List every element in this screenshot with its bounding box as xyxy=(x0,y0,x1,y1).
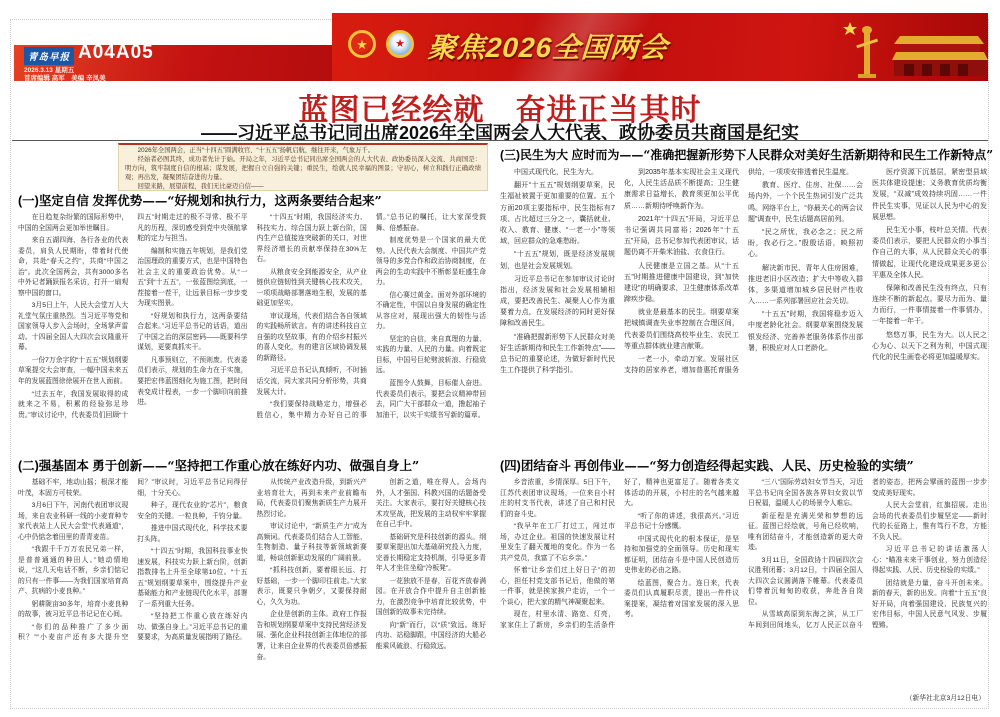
sub-headline: ——习近平总书记同出席2026年全国两会人大代表、政协委员共商国是纪实 xyxy=(200,123,800,143)
paragraph: 翻开“十五五”规划纲要草案，民生福祉被置于更加重要的位置。五个方面20项主要指标中，民生指标有7项、占比超过三分之一，囊括就业、收入、教育、健康、“一老一小”等领域，回应群众的急难愁盼。 xyxy=(500,182,615,246)
paragraph: 回望来路，展望前程，我们无比豪迈自信—— xyxy=(137,182,264,190)
paragraph: 人民大会堂前，红旗招展。走出会场的代表委员们步履坚定——新时代的长征路上，惟有笃行不怠，方能不负人民。 xyxy=(872,502,987,541)
paragraph: 中国式现代化，民生为大。 xyxy=(514,169,598,176)
paragraph: 习近平总书记认真倾听，不时插话交流，同大家共同分析形势，共商发展大计。 xyxy=(256,367,367,396)
paragraph: 悠悠万事，民生为大。以人民之心为心、以天下之利为利，中国式现代化的民生画卷必将更加温暖厚实。 xyxy=(872,331,987,361)
paragraph: 医疗资源下沉基层，紧密型县域医共体建设提速；义务教育优质均衡发展，“双减”成效持续巩固……一件件民生实事，见证以人民为中心的发展思想。 xyxy=(872,169,987,221)
paragraph: 坚定的自信，来自真理的力量、实践的力量、人民的力量。向着既定目标，中国号巨轮劈波斩浪、行稳致远。 xyxy=(375,335,486,375)
section-1-label: (一)坚定自信 发挥优势 xyxy=(18,194,143,208)
paragraph: “民之所忧，我必念之；民之所盼，我必行之。”殷殷话语，映照初心。 xyxy=(748,228,863,259)
paragraph: 绘蓝图，聚合力。连日来，代表委员们认真履职尽责，提出一件件议案提案，凝结着对国家发展的深入思考。 xyxy=(624,579,739,619)
paragraph: 团结就是力量，奋斗开创未来。新的春天，新的出发。向着“十五五”良好开局，向着强国建设、民族复兴的宏伟目标，中国人民意气风发、步履铿锵。 xyxy=(872,579,987,629)
banner-title: 聚焦2026全国两会 xyxy=(426,32,670,63)
paragraph: 躬耕陇亩30多年，培育小麦良种的故事，被习近平总书记记在心间。 xyxy=(18,600,129,619)
tiananmen-illustration-icon xyxy=(838,14,988,85)
section-4-quote: ——“努力创造经得起实践、人民、历史检验的实绩” xyxy=(624,458,914,473)
newspaper-logo: 青岛早报 xyxy=(24,47,74,65)
paragraph: “十五五”规划，既是经济发展规划，也是社会发展规划。 xyxy=(500,251,615,270)
top-banner xyxy=(14,13,988,81)
paragraph: “我们要保持战略定力，增强必胜信心，集中精力办好自己的事情。”总书记的嘱托，让大家深受鼓舞、倍感振奋。 xyxy=(256,214,486,419)
paragraph: 创新之道，唯在得人。会场内外，人才强国、科教兴国的话题备受关注。大家表示，要打好关键核心技术攻坚战，把发展的主动权牢牢掌握在自己手中。 xyxy=(375,479,486,529)
paragraph: 编制和实施五年规划，是我们党治国理政的重要方式，也是中国特色社会主义的重要政治优势。从“一五”到“十五五”，一张蓝图绘到底，一茬接着一茬干，让远景目标一步步变为现实图景。 xyxy=(137,247,248,308)
paragraph: “抓科技创新，要着眼长远、打好基础，一步一个脚印往前走。”大家表示，既要只争朝夕，又要保持耐心，久久为功。 xyxy=(256,567,367,606)
paragraph: 中国式现代化的根本保证，是坚持和加强党的全面领导。历史和现实都证明，团结奋斗是中国人民创造历史伟业的必由之路。 xyxy=(624,535,739,575)
section-4-label: (四)团结奋斗 再创伟业 xyxy=(500,459,625,473)
section-2-label: (二)强基固本 勇于创新 xyxy=(18,459,143,473)
paragraph: 审议现场，代表们结合各自领域的实践畅所欲言。有的讲述科技自立自强的攻坚故事，有的介绍乡村振兴的喜人变化，有的建言区域协调发展的新路径。 xyxy=(256,312,367,362)
paragraph: 向“新”而行，以“质”致远。练好内功、站稳脚跟，中国经济的大船必能乘风破浪、行稳致远。 xyxy=(375,621,486,650)
paragraph: 来自五湖四海、各行各业的代表委员，肩负人民期盼，带着时代使命，共赴“春天之约”，共商“中国之治”。此次全国两会，共有3000多名中外记者踊跃报名采访，打开一扇观察中国的窗口。 xyxy=(18,237,129,297)
paragraph: 企业是创新的主体。政府工作报告和规划纲要草案中支持民营经济发展、强化企业科技创新主体地位的部署，让来自企业界的代表委员倍感振奋。 xyxy=(256,611,367,661)
paragraph: 一花独放不是春，百花齐放春满园。在开放合作中提升自主创新能力，在激烈竞争中培育比较优势，中国创新的故事未完待续。 xyxy=(375,577,486,617)
paragraph: 乡音浓重，乡情深厚。5日下午，江苏代表团审议现场，一位来自小村庄的村支书代表，讲述了自己和村民们的奋斗史。 xyxy=(500,479,615,518)
paragraph: 3月11日，全国政协十四届四次会议胜利闭幕；3月12日，十四届全国人大四次会议圆满落下帷幕。代表委员们带着沉甸甸的收获，奔赴各自岗位。 xyxy=(748,556,863,606)
paragraph: “过去五年，我国发展取得的成就来之不易，积累的经验弥足珍贵。”审议讨论中，代表委员们回顾“十四五”时期走过的极不寻常、极不平凡的历程，深切感受到党中央领航掌舵的定力与担当。 xyxy=(18,214,248,419)
paragraph: 习近平总书记在参加审议讨论时指出，经济发展和社会发展相辅相成，要把改善民生、凝聚人心作为重要着力点，在发展经济的同时更好保障和改善民生。 xyxy=(500,275,615,328)
paragraph: 教育、医疗、住房、社保……会场内外，一个个民生热词引发广泛共鸣。网络平台上，“你最关心的两会议题”调查中，民生话题高居前列。 xyxy=(748,182,863,223)
paragraph: 经始者必图其终，成功者先计于始。开局之年，习近平总书记同出席全国两会的人大代表、政协委员深入交流、共商国是：明方向，筑牢制度自信的根基；谋发展，把握自立自强的关键；重民生，绘就人民幸福的图景；守初心，树立和践行正确政绩观；再出发，凝聚团结奋进的力量。 xyxy=(125,155,481,181)
section-2-body xyxy=(18,478,486,706)
intro-box xyxy=(118,143,488,191)
paragraph: 民生无小事，枝叶总关情。代表委员们表示，要把人民群众的小事当作自己的大事，从人民群众关心的事情做起，让现代化建设成果更多更公平惠及全体人民。 xyxy=(872,226,987,279)
paragraph: 在日趋复杂纷繁的国际形势中，中国的全国两会更加举世瞩目。 xyxy=(18,214,129,232)
section-3-body xyxy=(500,167,987,451)
paragraph: 到2035年基本实现社会主义现代化，人民生活品质不断提高；卫生健康需求日益增长，教育须更加公平优质……新期待呼唤新作为。 xyxy=(624,169,739,210)
banner-main xyxy=(332,13,988,81)
section-3-quote: ——“准确把握新形势下人民群众对美好生活新期待和民生工作新特点” xyxy=(619,148,994,162)
section-3 xyxy=(500,146,994,451)
section-1 xyxy=(18,191,486,455)
masthead-editors: 首席编辑 高军 美编 辛凤美 xyxy=(24,75,106,82)
paragraph: 基础研究是科技创新的源头。纲要草案提出加大基础研究投入力度，完善长期稳定支持机制，引导更多青年人才坐住坐稳“冷板凳”。 xyxy=(375,533,486,573)
section-3-label: (三)民生为大 应时而为 xyxy=(500,148,620,162)
cppcc-emblem-icon: ★ xyxy=(386,30,414,58)
section-2-heading xyxy=(18,456,486,474)
paragraph: 就业是最基本的民生。纲要草案把城镇调查失业率控制在合理区间，代表委员们围绕高校毕业生、农民工等重点群体就业建言献策。 xyxy=(624,309,739,350)
paragraph: 蓝图令人鼓舞，目标催人奋进。代表委员们表示，要把会议精神带回去，同广大干部群众一道，撸起袖子加油干，以实干实绩书写新的篇章。 xyxy=(375,379,486,419)
paragraph: 现在，村里水清、路宽、灯亮，家家住上了新房，乡亲们的生活条件好了，精神也更富足了。随着各类文体活动的开展，小村庄的名气越来越大。 xyxy=(500,479,739,629)
section-4-heading xyxy=(500,456,987,474)
paragraph: “我跟千千万万农民兄弟一样，是普普通通的种田人。”她动情地说，“这几天电话不断，乡亲们惦记的只有一件事——为我们国家培育高产、抗病的小麦良种。” xyxy=(18,546,129,596)
section-2-quote: ——“坚持把工作重心放在练好内功、做强自身上” xyxy=(142,458,420,473)
paragraph: 一老一小，牵动万家。发展社区支持的居家养老，增加普惠托育服务供给，一项项安排透着民生温度。 xyxy=(624,169,853,375)
paragraph: “准确把握新形势下人民群众对美好生活新期待和民生工作新特点”——总书记的重要论述，为做好新时代民生工作提供了科学指引。 xyxy=(500,333,615,375)
masthead-date: 2026.3.13 星期五 xyxy=(24,67,75,74)
paragraph: 习近平总书记的讲话激荡人心：“瞄准未来干事创业，努力创造经得起实践、人民、历史检验的实绩。” xyxy=(872,546,987,575)
paragraph: 推进中国式现代化，科学技术要打头阵。 xyxy=(137,525,248,543)
headline-rule xyxy=(12,140,988,141)
paragraph: “十五五”时期，我国将稳步迈入中度老龄化社会。纲要草案围绕发展银发经济、完善养老服务体系作出部署，积极应对人口老龄化。 xyxy=(748,311,863,352)
paragraph: 2021年“十四五”开局，习近平总书记强调共同富裕；2026年“十五五”开局，总书记参加代表团审议，话题仍离不开柴米油盐、衣食住行。 xyxy=(624,215,739,257)
paragraph: “你们的品种推广了多少面积？”“小麦亩产还有多大提升空间？”审议时，习近平总书记问得仔细，十分关心。 xyxy=(18,479,248,642)
paragraph: 从雪域高原到东海之滨，从工厂车间到田间地头，亿万人民正以奋斗者的姿态，把两会擘画的蓝图一步步变成美好现实。 xyxy=(748,479,987,629)
paragraph: 信心赛过黄金。面对外部环境的不确定性，中国以自身发展的确定性从容应对，展现出强大的韧性与活力。 xyxy=(375,291,486,331)
section-1-body xyxy=(18,213,486,455)
page-number: A04A05 xyxy=(78,42,154,63)
paragraph: “三八”国际劳动妇女节当天，习近平总书记向全国各族各界妇女致以节日祝福，温暖人心的场景令人难忘。 xyxy=(748,479,863,508)
paragraph: “坚持把工作重心放在练好内功、做强自身上。”习近平总书记的重要要求，为高质量发展指明了路径。 xyxy=(137,613,248,642)
paragraph: 人民健康是立国之基。从“十五五”时期推进健康中国建设，到“加快建设”的明确要求，卫生健康体系改革蹄疾步稳。 xyxy=(624,262,739,304)
paragraph: 从传统产业改造升级，到新兴产业培育壮大，再到未来产业前瞻布局，代表委员们聚焦新质生产力展开热烈讨论。 xyxy=(256,479,367,518)
paragraph: “十四五”时期，我国经济实力、科技实力、综合国力跃上新台阶，国内生产总值接连突破新的关口，对世界经济增长的贡献率保持在30%左右。 xyxy=(256,214,367,264)
paragraph: “听了你的讲述，我很高兴。”习近平总书记十分感慨。 xyxy=(624,512,739,531)
section-2 xyxy=(18,456,486,706)
paragraph: “十四五”时期，我国科技事业快速发展，科技实力跃上新台阶，创新指数排名上升至全球第10位。“十五五”规划纲要草案中，围绕提升产业基础能力和产业链现代化水平，部署了一系列重大任务。 xyxy=(137,548,248,608)
paragraph: 从粮食安全到能源安全，从产业链供应链韧性到关键核心技术攻关，一项项战略部署落地生根，发展的基础更加坚实。 xyxy=(256,268,367,308)
paragraph: 保障和改善民生没有终点，只有连续不断的新起点。要尽力而为、量力而行，一件事情接着一件事情办，一年接着一年干。 xyxy=(872,284,987,326)
paragraph: 一份7万余字的“十五五”规划纲要草案提交大会审查，一幅中国未来五年的发展蓝图徐徐展开在世人面前。 xyxy=(18,356,129,385)
xinhua-dateline: （新华社北京3月12日电） xyxy=(901,692,985,702)
section-4 xyxy=(500,456,987,704)
masthead xyxy=(14,42,336,82)
main-headline: 蓝图已经绘就 奋进正当其时 xyxy=(298,94,702,127)
paragraph: 3月5日上午，人民大会堂万人大礼堂气氛庄重热烈。当习近平等党和国家领导人步入会场时，全场掌声雷动。十四届全国人大四次会议隆重开幕。 xyxy=(18,302,129,352)
paragraph: 解决新市民、青年人住房困难，推进老旧小区改造；扩大中等收入群体，多渠道增加城乡居民财产性收入……一系列部署回应社会关切。 xyxy=(748,264,863,306)
paragraph: 新征程是充满光荣和梦想的远征。蓝图已经绘就，号角已经吹响，唯有团结奋斗，才能创造新的更大奇迹。 xyxy=(748,512,863,552)
paragraph: 种子，现代农业的“芯片”，粮食安全的关键。一粒良种，千钧分量。 xyxy=(137,502,248,520)
paragraph: “我早年在工厂打过工，闯过市场，办过企业。祖国的快速发展让村里发生了翻天覆地的变化。作为一名共产党员，我富了不忘乡亲。” xyxy=(500,523,615,562)
paragraph: 基础不牢，地动山摇；根深才能叶茂，本固方可枝荣。 xyxy=(18,479,129,497)
paragraph: “好规划和执行力，这两条要结合起来。”习近平总书记的话语，道出了中国之治的深层密码——既要科学谋划，更要真抓实干。 xyxy=(137,312,248,352)
paragraph: 2026年全国两会，正当“十四五”圆满收官、“十五五”扬帆启航，继往开来，气象万千。 xyxy=(137,147,375,154)
section-1-heading xyxy=(18,191,486,209)
paragraph: 制度优势是一个国家的最大优势。人民代表大会制度、中国共产党领导的多党合作和政治协商制度，在两会的生动实践中不断彰显旺盛生命力。 xyxy=(375,237,486,287)
paragraph: 怀着“让乡亲们过上好日子”的初心，担任村党支部书记后，他做的第一件事，就是挨家挨户走访，一个一个谈心，把大家的精气神凝聚起来。 xyxy=(500,567,615,606)
section-3-heading xyxy=(500,146,994,163)
paragraph: 审议讨论中，“新质生产力”成为高频词。代表委员们结合人工智能、生物制造、量子科技等新领域新赛道，畅谈创新驱动发展的广阔前景。 xyxy=(256,523,367,562)
paragraph: 3月6日下午，河南代表团审议现场，来自农业科研一线的小麦育种专家代表站上人民大会堂“代表通道”，心中仍惦念着田里的青青麦苗。 xyxy=(18,502,129,541)
section-4-body xyxy=(500,478,987,704)
national-emblem-icon: ★ xyxy=(348,30,376,58)
paragraph: 凡事预则立，不预则废。代表委员们表示，规划的生命力在于实施，要把宏伟蓝图细化为施工图，把时间表变成计程表，一步一个脚印向前推进。 xyxy=(137,356,248,407)
section-1-quote: ——“好规划和执行力，这两条要结合起来” xyxy=(142,193,382,208)
